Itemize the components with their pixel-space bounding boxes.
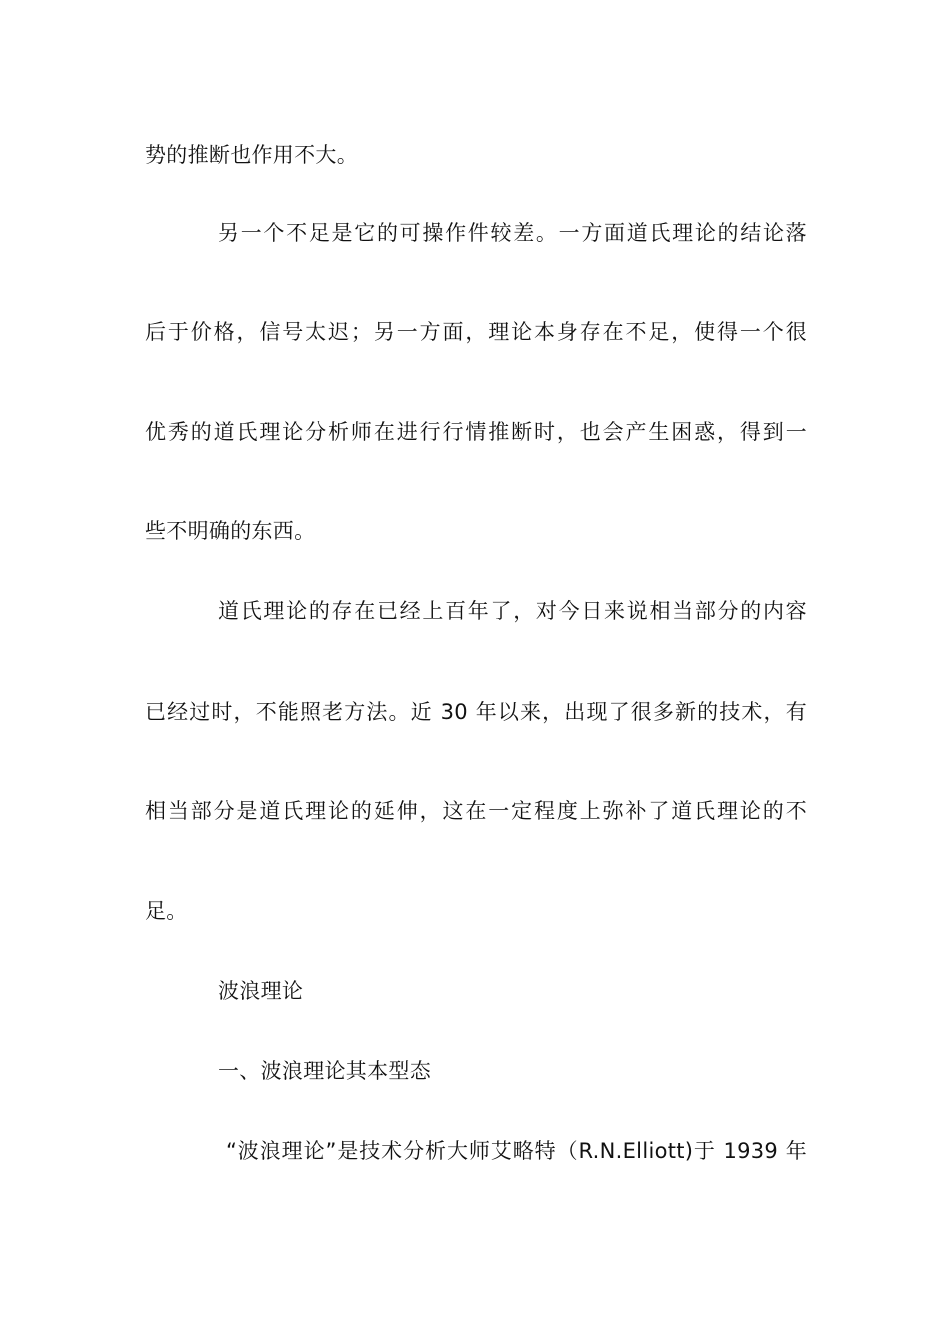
- text-line-4: 优秀的道氏理论分析师在进行行情推断时，也会产生困惑，得到一: [145, 420, 807, 444]
- section-heading: 波浪理论: [218, 979, 304, 1003]
- text-line-8: 相当部分是道氏理论的延伸，这在一定程度上弥补了道氏理论的不: [145, 799, 807, 823]
- text-line-5: 些不明确的东西。: [145, 519, 316, 543]
- text-line-12: “波浪理论”是技术分析大师艾略特（R.N.Elliott)于 1939 年: [226, 1139, 807, 1163]
- text-line-6: 道氏理论的存在已经上百年了，对今日来说相当部分的内容: [218, 599, 807, 623]
- text-line-1: 势的推断也作用不大。: [145, 143, 358, 167]
- text-line-3: 后于价格，信号太迟；另一方面，理论本身存在不足，使得一个很: [145, 320, 807, 344]
- text-line-7: 已经过时，不能照老方法。近 30 年以来，出现了很多新的技术，有: [145, 700, 807, 724]
- subsection-heading: 一、波浪理论其本型态: [218, 1059, 431, 1083]
- text-line-9: 足。: [145, 899, 188, 923]
- text-line-2: 另一个不足是它的可操作件较差。一方面道氏理论的结论落: [218, 221, 807, 245]
